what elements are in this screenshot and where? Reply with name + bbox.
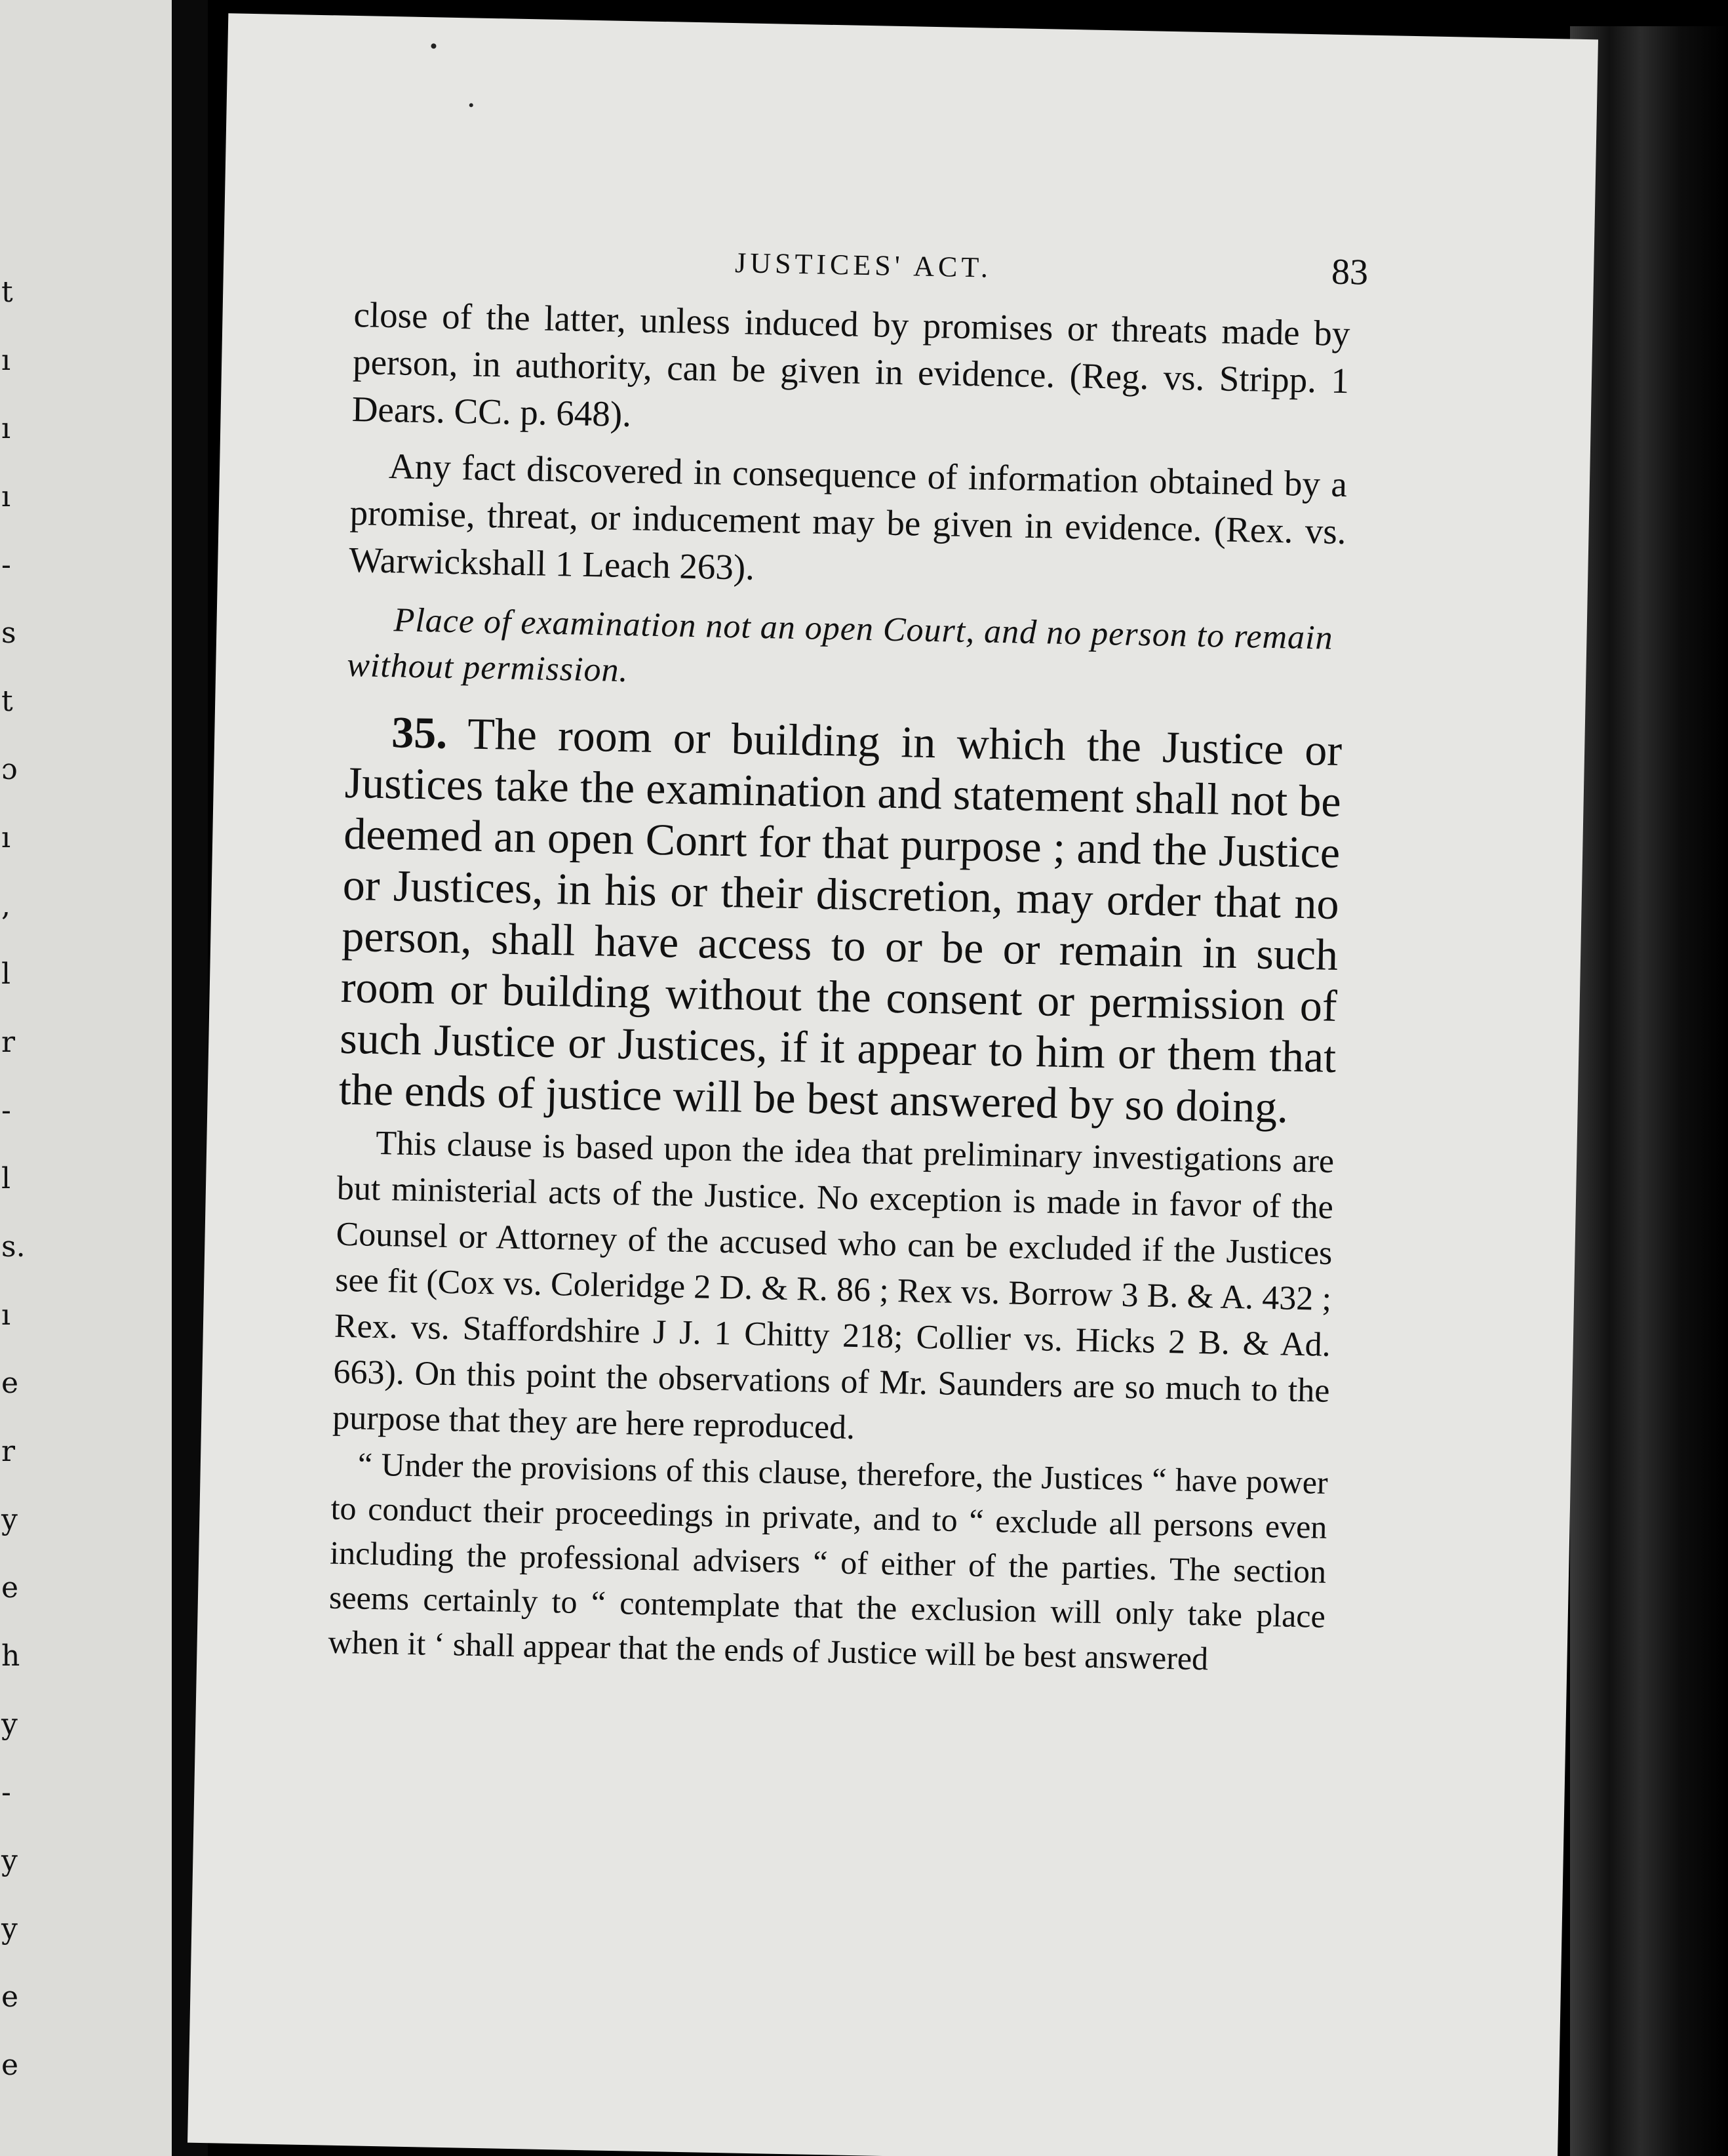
quoted-passage: “ Under the provisions of this clause, therefore, the Justices “ have power to conduct their proceedings in private, and to “ exclude all persons even including the professional advisers “ of either of the parties. The section seems certainly to “ contemplate that the exclusion will only take place when it ‘ shall appear that the ends of Justice will be best answered <box>328 1445 1329 1677</box>
facing-page-letter: e <box>1 1571 19 1605</box>
facing-page-letter: t <box>1 275 13 309</box>
facing-page-fragment <box>0 0 172 2156</box>
facing-page-letter: e <box>1 1367 19 1400</box>
paragraph-fact-discovered: Any fact discovered in consequence of information obtained by a promise, threat, or inducement may be given in evidence. (Rex. vs. Warwickshall 1 Leach 263). <box>348 446 1348 588</box>
section-number: 35. <box>391 707 448 758</box>
book-page <box>187 13 1598 2156</box>
facing-page-letter: ı <box>1 412 11 445</box>
facing-page-letter: ı <box>1 821 11 854</box>
facing-page-letter: e <box>1 2048 19 2082</box>
facing-page-letter: t <box>1 685 13 718</box>
facing-page-letter: ı <box>1 1298 11 1332</box>
facing-page-letter: ı <box>1 480 11 513</box>
facing-page-letter: r <box>1 1026 16 1059</box>
facing-page-letter: r <box>1 1435 16 1468</box>
section-side-heading: Place of examination not an open Court, and no person to remain without permission. <box>346 601 1334 690</box>
running-head-title: JUSTICES' ACT. <box>734 247 992 284</box>
facing-page-letter: ɔ <box>1 753 18 786</box>
facing-page-letter: - <box>1 1776 11 1809</box>
ink-speck <box>431 43 436 49</box>
facing-page-letter: y <box>1 1912 18 1946</box>
facing-page-letter: y <box>1 1503 18 1536</box>
page-edge-stack <box>1570 26 1728 2156</box>
facing-page-letter: s <box>1 616 16 650</box>
page-body <box>328 291 1350 1683</box>
page-number: 83 <box>1331 251 1369 293</box>
facing-page-letter: l <box>1 957 11 991</box>
facing-page-letter: l <box>1 1162 11 1195</box>
facing-page-letters <box>0 0 172 2156</box>
facing-page-letter: e <box>1 1980 19 2014</box>
section-35 <box>338 706 1343 1134</box>
facing-page-letter: s. <box>1 1230 26 1264</box>
facing-page-letter: y <box>1 1844 18 1877</box>
section-text: The room or building in which the Justice or Justices take the examination and statement shall not be deemed an open Conrt for that purpose ; and the Justice or Justices, in his or their discretion, may order that no person, shall have access to or be or remain in such room or building without the consent or permission of such Justice or Justices, if it appear to him or them that the ends of justice will be best answered by so doing. <box>338 708 1343 1132</box>
paragraph-continuation: close of the latter, unless induced by promises or threats made by person, in authority, can be given in evidence. (Reg. vs. Stripp. 1 Dears. CC. p. 648). <box>351 294 1350 435</box>
facing-page-letter: h <box>1 1639 20 1673</box>
facing-page-letter: ı <box>1 344 11 377</box>
facing-page-letter: , <box>1 889 10 923</box>
ink-speck <box>469 103 473 107</box>
facing-page-letter: y <box>1 1707 18 1741</box>
paragraph-commentary: This clause is based upon the idea that preliminary investigations are but ministerial acts of the Justice. No exception is made in favor of the Counsel or Attorney of the accused who can be excluded if the Justices see fit (Cox vs. Coleridge 2 D. & R. 86 ; Rex vs. Borrow 3 B. & A. 432 ; Rex. vs. Staffordshire J J. 1 Chitty 218; Collier vs. Hicks 2 B. & Ad. 663). On this point the observations of Mr. Saunders are so much to the purpose that they are here reproduced. <box>332 1124 1335 1447</box>
running-head <box>224 210 1594 295</box>
facing-page-letter: - <box>1 1094 11 1127</box>
facing-page-letter: - <box>1 548 11 582</box>
